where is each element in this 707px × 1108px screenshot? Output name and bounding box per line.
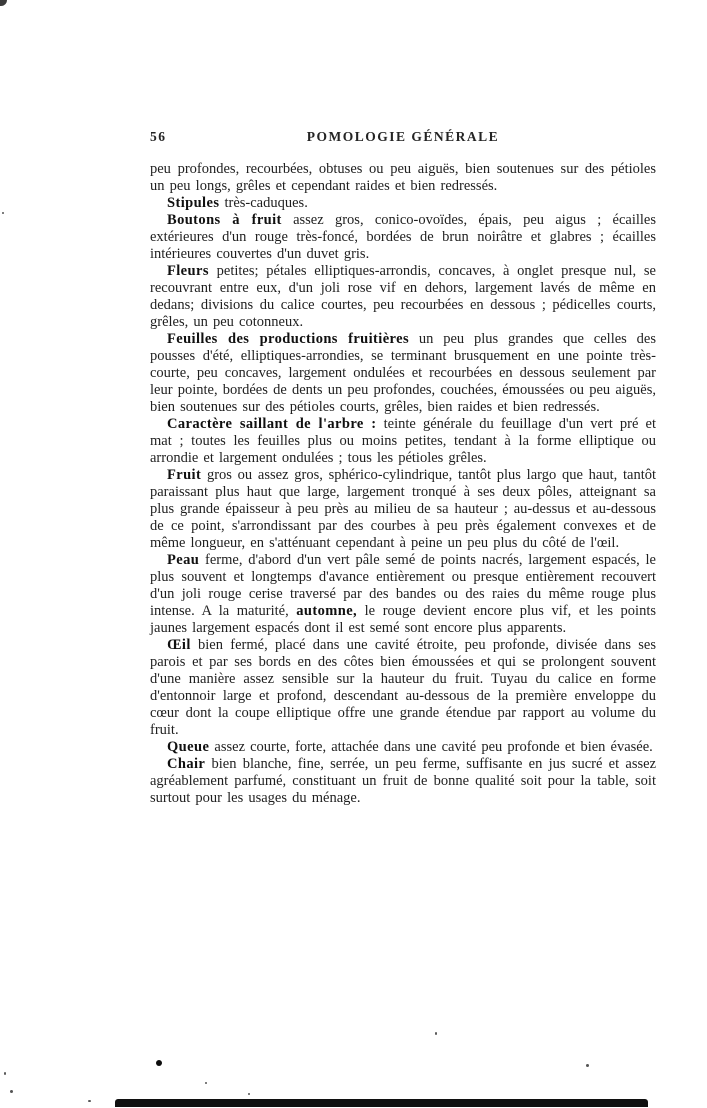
- paragraph-text: ferme, d'abord d'un vert pâle semé de points nacrés, largement espacés, le plus souvent et longtemps d'avance entièrement ou presque entièrement recouvert d'un joli rouge cerise traversé par des bandes ou des raies du même rouge plus intense. A la maturité,: [150, 552, 656, 619]
- paragraph: [150, 195, 656, 212]
- paragraph: [150, 756, 656, 807]
- paragraph-lead: Stipules: [167, 195, 220, 211]
- paragraph: [150, 161, 656, 195]
- paragraph-text: le rouge devient encore plus vif, et les points jaunes largement espacés dont il est semé sont encore plus apparents.: [150, 603, 656, 636]
- speck: [10, 1090, 13, 1093]
- paragraph-text: gros ou assez gros, sphérico-cylindrique, tantôt plus largo que haut, tantôt paraissant plus haut que large, largement tronqué à ses deux pôles, atteignant sa plus grande épaisseur à peu près au milieu de sa hauteur ; au-dessus et au-dessous de ce point, s'arrondissant par des courbes à peu près également convexes et de même longueur, en s'atténuant cependant à peine un peu plus du côté de l'œil.: [150, 467, 656, 551]
- paragraph-lead: Feuilles des productions fruitières: [167, 331, 410, 347]
- paragraph-lead: Fleurs: [167, 263, 209, 279]
- paragraph-text: teinte générale du feuillage d'un vert pré et mat ; toutes les feuilles plus ou moins petites, tendant à la forme elliptique ou arrondie et largement ondulées ; tous les pétioles grêles.: [150, 416, 656, 466]
- running-head: [150, 129, 656, 147]
- paragraph-text: très-caduques.: [219, 195, 308, 211]
- paragraph-text: assez gros, conico-ovoïdes, épais, peu aigus ; écailles extérieures d'un rouge très-foncé, bordées de brun noirâtre et glabres ; écailles intérieures couvertes d'un duvet gris.: [150, 212, 656, 262]
- paragraph: [150, 637, 656, 739]
- paragraph-text: petites; pétales elliptiques-arrondis, concaves, à onglet presque nul, se recouvrant entre eux, d'un joli rose vif en dehors, largement lavés de même en dedans; divisions du calice courtes, peu recourbées en dessous ; pédicelles courts, grêles, un peu cotonneux.: [150, 263, 656, 330]
- paragraph: [150, 263, 656, 331]
- running-title: POMOLOGIE GÉNÉRALE: [306, 129, 500, 144]
- paragraph-lead: Boutons à fruit: [167, 212, 282, 228]
- speck: [2, 212, 4, 214]
- speck: [435, 1032, 437, 1035]
- paragraph-text: un peu plus grandes que celles des pousses d'été, elliptiques-arrondies, se terminant brusquement en une pointe très-courte, peu concaves, largement ondulées et recourbées en dessous seulement par leur pointe, bordées de dents un peu profondes, couchées, émoussées ou peu aiguës, bien soutenues sur des pétioles courts, grêles, bien raides et bien redressés.: [150, 331, 656, 415]
- speck: [586, 1064, 589, 1067]
- paragraph-text: assez courte, forte, attachée dans une cavité peu profonde et bien évasée.: [209, 739, 653, 755]
- paragraph-text: bien blanche, fine, serrée, un peu ferme, suffisante en jus sucré et assez agréablement parfumé, constituant un fruit de bonne qualité soit pour la table, soit surtout pour les usages du ménage.: [150, 756, 656, 806]
- page-body: [150, 161, 656, 807]
- paragraph-text: peu profondes, recourbées, obtuses ou peu aiguës, bien soutenues sur des pétioles un peu longs, grêles et cependant raides et bien redressés.: [150, 161, 656, 194]
- paragraph-lead: Queue: [167, 739, 210, 755]
- paragraph-lead: Chair: [167, 756, 206, 772]
- paragraph: [150, 212, 656, 263]
- speck: [248, 1093, 250, 1095]
- speck: [88, 1100, 91, 1102]
- paragraph-text: bien fermé, placé dans une cavité étroite, peu profonde, divisée dans ses parois et par ses bords en des côtes bien émoussées et qui se prolongent souvent d'une manière assez sensible sur la hauteur du fruit. Tuyau du calice en forme d'entonnoir large et profond, descendant au-dessous de la première enveloppe du cœur dont la coupe elliptique offre une grande étendue par rapport au volume du fruit.: [150, 637, 656, 738]
- paragraph: [150, 739, 656, 756]
- paragraph-lead: Peau: [167, 552, 200, 568]
- paragraph: [150, 552, 656, 637]
- ink-blot: [156, 1060, 162, 1066]
- speck: [205, 1082, 207, 1084]
- paragraph: [150, 416, 656, 467]
- paragraph-lead: Fruit: [167, 467, 202, 483]
- speck: [4, 1072, 6, 1075]
- paragraph-lead: automne,: [296, 603, 358, 619]
- scan-corner-mark: [0, 0, 7, 6]
- paragraph: [150, 467, 656, 552]
- scan-edge-artifact: [115, 1099, 648, 1107]
- paragraph-lead: Œil: [167, 637, 191, 653]
- page-number: 56: [150, 129, 167, 144]
- paragraph: [150, 331, 656, 416]
- paragraph-lead: Caractère saillant de l'arbre :: [167, 416, 377, 432]
